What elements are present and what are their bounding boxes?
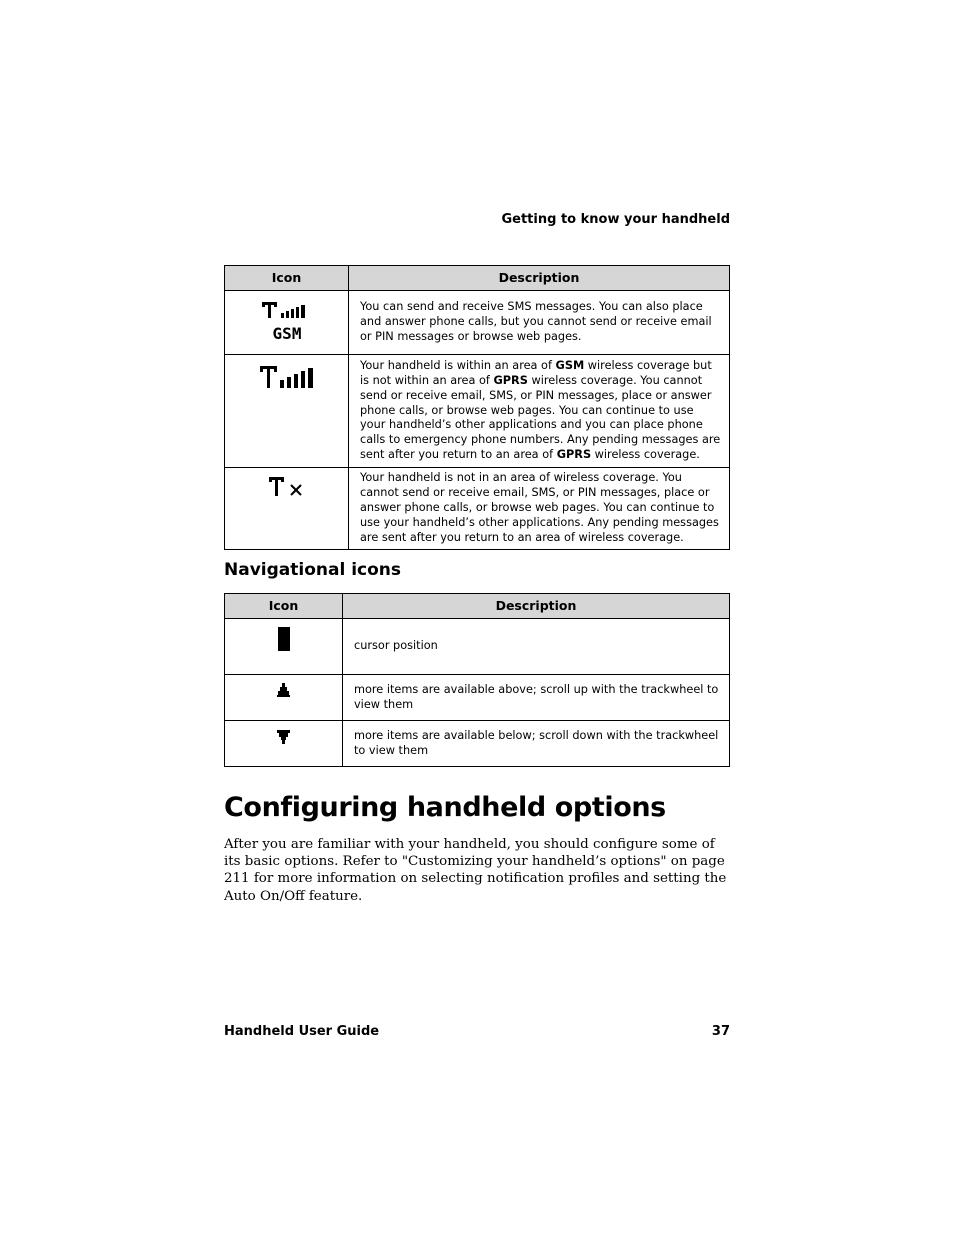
- row-description: more items are available above; scroll up with the trackwheel to view them: [343, 675, 730, 721]
- row-description: Your handheld is within an area of GSM wireless coverage but is not within an area of GPRS wireless coverage. You cannot send or receive email, SMS, or PIN messages, place or answer phone calls, or browse web pages. You can continue to use your handheld’s other applications and you can place phone calls to emergency phone numbers. Any pending messages are sent after you return to an area of GPRS wireless coverage.: [349, 355, 730, 468]
- icon-cell: [225, 619, 343, 675]
- scroll-up-icon: [276, 683, 292, 699]
- column-header-icon: Icon: [225, 266, 349, 291]
- table-header-row: [225, 594, 730, 619]
- table-row: [225, 721, 730, 767]
- body-paragraph: After you are familiar with your handheld, you should configure some of its basic options. Refer to "Customizing your handheld’s options" on page 211 for more information on selecting notification profiles and setting the Auto On/Off feature.: [224, 837, 727, 904]
- no-coverage-icon: [267, 476, 307, 500]
- status-icons-table: [224, 265, 730, 550]
- table-row: [225, 355, 730, 468]
- svg-text:GSM: GSM: [272, 324, 301, 343]
- table-row: [225, 619, 730, 675]
- running-head: Getting to know your handheld: [501, 212, 730, 227]
- row-description: You can send and receive SMS messages. You can also place and answer phone calls, but you cannot send or receive email or PIN messages or browse web pages.: [349, 291, 730, 355]
- cursor-icon: [277, 627, 291, 653]
- column-header-icon: Icon: [225, 594, 343, 619]
- column-header-description: Description: [349, 266, 730, 291]
- nav-icons-table: [224, 593, 730, 767]
- icon-cell: [225, 675, 343, 721]
- row-description: more items are available below; scroll down with the trackwheel to view them: [343, 721, 730, 767]
- row-description: cursor position: [343, 619, 730, 675]
- table-row: [225, 675, 730, 721]
- signal-strength-icon: [258, 365, 316, 391]
- nav-icons-heading: Navigational icons: [224, 560, 402, 580]
- column-header-description: Description: [343, 594, 730, 619]
- icon-cell: [225, 355, 349, 468]
- icon-cell: [225, 291, 349, 355]
- page-number: 37: [711, 1024, 730, 1039]
- footer-title: Handheld User Guide: [224, 1024, 380, 1039]
- section-title: Configuring handheld options: [224, 792, 666, 823]
- table-row: [225, 291, 730, 355]
- table-row: [225, 468, 730, 550]
- table-header-row: [225, 266, 730, 291]
- icon-cell: [225, 721, 343, 767]
- scroll-down-icon: [276, 729, 292, 745]
- row-description: Your handheld is not in an area of wireless coverage. You cannot send or receive email, SMS, or PIN messages, place or answer phone calls, or browse web pages. You can continue to use your handheld’s other applications. Any pending messages are sent after you return to an area of wireless coverage.: [349, 468, 730, 550]
- gsm-signal-icon: [261, 301, 313, 345]
- icon-cell: [225, 468, 349, 550]
